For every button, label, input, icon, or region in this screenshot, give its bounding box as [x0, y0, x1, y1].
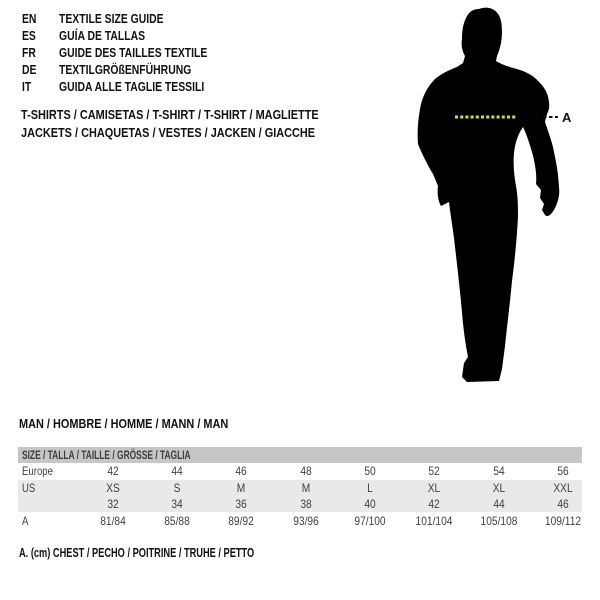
cell: 32 — [107, 497, 119, 511]
language-label: TEXTILE SIZE GUIDE — [59, 11, 164, 26]
section-title: MAN / HOMBRE / HOMME / MANN / MAN — [19, 416, 229, 431]
language-row-it — [22, 78, 244, 95]
table-row-numeric — [18, 496, 582, 512]
row-label: A — [22, 514, 29, 528]
language-code: DE — [22, 62, 37, 77]
product-line-tshirts: T-SHIRTS / CAMISETAS / T-SHIRT / T-SHIRT / MAGLIETTE — [21, 107, 319, 122]
language-row-en — [22, 10, 244, 27]
product-line-jackets: JACKETS / CHAQUETAS / VESTES / JACKEN / GIACCHE — [21, 125, 316, 140]
language-label: GUÍA DE TALLAS — [59, 28, 146, 43]
cell: 42 — [107, 464, 119, 478]
size-table-header: SIZE / TALLA / TAILLE / GRÖSSE / TAGLIA — [18, 447, 582, 463]
cell: L — [367, 481, 373, 495]
cell: 54 — [493, 464, 505, 478]
cell: 109/112 — [544, 514, 582, 528]
language-label: GUIDA ALLE TAGLIE TESSILI — [59, 79, 205, 94]
language-row-es — [22, 27, 244, 44]
cell: 105/108 — [480, 514, 518, 528]
measure-footnote: A. (cm) CHEST / PECHO / POITRINE / TRUHE / PETTO — [19, 546, 255, 560]
cell: 42 — [428, 497, 440, 511]
cell: 101/104 — [415, 514, 453, 528]
cell: 52 — [428, 464, 440, 478]
language-row-de — [22, 61, 244, 78]
measure-label-a: A — [562, 110, 572, 125]
cell: XXL — [553, 481, 573, 495]
cell: 89/92 — [228, 514, 254, 528]
language-code: ES — [22, 28, 36, 43]
language-code: FR — [22, 45, 36, 60]
cell: S — [173, 481, 181, 495]
cell: 56 — [557, 464, 569, 478]
cell: 44 — [171, 464, 183, 478]
cell: 50 — [364, 464, 376, 478]
row-label: Europe — [22, 464, 53, 478]
cell: M — [236, 481, 246, 495]
cell: M — [301, 481, 311, 495]
size-table — [18, 447, 582, 531]
table-row-us — [18, 480, 582, 496]
cell: 34 — [171, 497, 183, 511]
language-code: EN — [22, 11, 37, 26]
table-row-europe — [18, 463, 582, 480]
cell: XS — [106, 481, 120, 495]
language-list — [22, 10, 244, 95]
language-code: IT — [22, 79, 32, 94]
cell: 97/100 — [354, 514, 386, 528]
cell: 46 — [557, 497, 569, 511]
cell: 93/96 — [293, 514, 319, 528]
man-silhouette-shape — [418, 8, 560, 382]
language-label: GUIDE DES TAILLES TEXTILE — [59, 45, 208, 60]
cell: 38 — [300, 497, 312, 511]
language-label: TEXTILGRÖßENFÜHRUNG — [59, 62, 192, 77]
table-row-chest — [18, 512, 582, 531]
language-row-fr — [22, 44, 244, 61]
cell: 81/84 — [100, 514, 126, 528]
cell: XL — [492, 481, 506, 495]
row-label: US — [22, 481, 36, 495]
cell: 46 — [235, 464, 247, 478]
cell: 36 — [235, 497, 247, 511]
cell: 40 — [364, 497, 376, 511]
product-categories — [21, 106, 375, 142]
cell: 44 — [493, 497, 505, 511]
man-silhouette — [405, 0, 575, 400]
cell: 48 — [300, 464, 312, 478]
cell: XL — [427, 481, 441, 495]
cell: 85/88 — [164, 514, 190, 528]
